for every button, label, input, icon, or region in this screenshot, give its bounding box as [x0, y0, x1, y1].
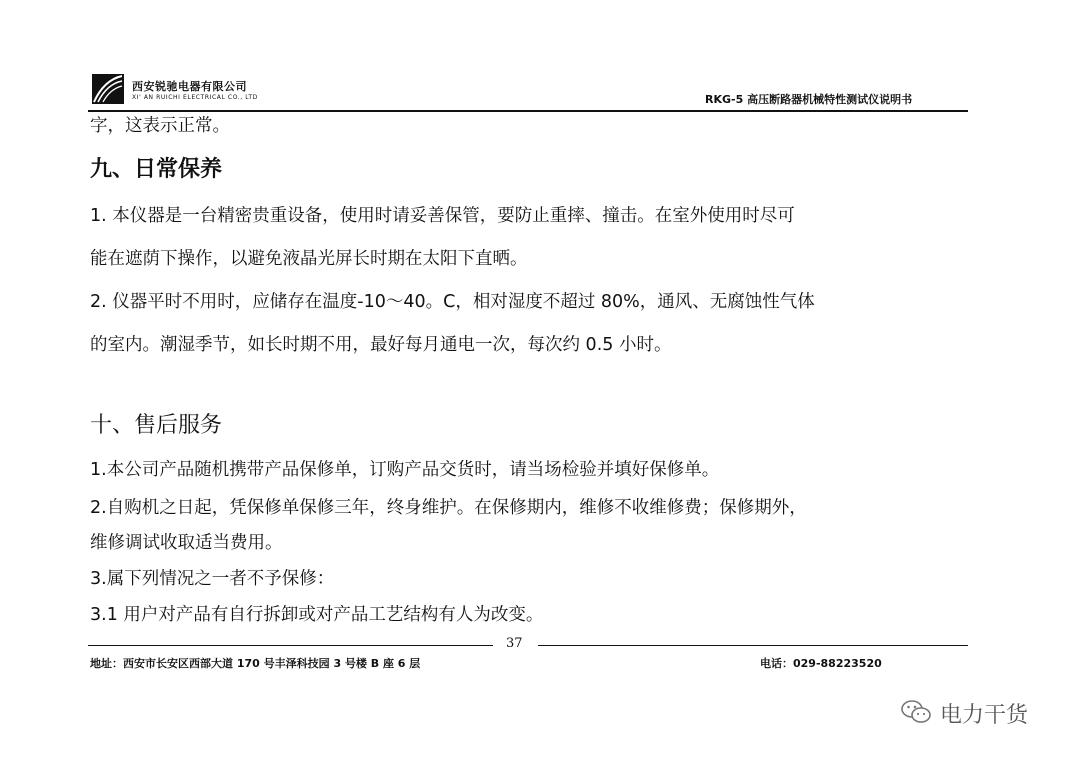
footer-phone: 电话：029-88223520 [760, 657, 882, 670]
after-sales-item-2-line-2: 维修调试收取适当费用。 [90, 533, 283, 553]
header-divider [88, 110, 968, 112]
footer-divider-right [538, 645, 968, 646]
section-heading-maintenance: 九、日常保养 [90, 157, 223, 182]
watermark-text: 电力干货 [940, 703, 1029, 728]
continuation-text: 字，这表示正常。 [90, 116, 230, 136]
company-name-en: XI' AN RUICHI ELECTRICAL CO., LTD [132, 94, 258, 101]
footer-address: 地址：西安市长安区西部大道 170 号丰泽科技园 3 号楼 B 座 6 层 [90, 657, 421, 670]
after-sales-item-2-line-1: 2.自购机之日起，凭保修单保修三年，终身维护。在保修期内，维修不收维修费；保修期外， [90, 498, 807, 518]
document-title: RKG-5 高压断路器机械特性测试仪说明书 [705, 93, 913, 106]
company-name-cn: 西安锐驰电器有限公司 [132, 80, 247, 93]
company-logo-icon [92, 74, 124, 104]
after-sales-item-3-1: 3.1 用户对产品有自行拆卸或对产品工艺结构有人为改变。 [90, 605, 544, 625]
page-number: 37 [506, 636, 523, 651]
after-sales-item-1: 1.本公司产品随机携带产品保修单，订购产品交货时，请当场检验并填好保修单。 [90, 460, 720, 480]
maintenance-item-2-line-1: 2. 仪器平时不用时，应储存在温度-10～40。C，相对湿度不超过 80%，通风、无腐蚀性气体 [90, 292, 815, 312]
wechat-icon [900, 698, 932, 726]
maintenance-item-2-line-2: 的室内。潮湿季节，如长时期不用，最好每月通电一次，每次约 0.5 小时。 [90, 335, 672, 355]
footer-divider-left [88, 645, 493, 646]
maintenance-item-1-line-2: 能在遮荫下操作，以避免液晶光屏长时期在太阳下直晒。 [90, 249, 528, 269]
after-sales-item-3: 3.属下列情况之一者不予保修： [90, 569, 335, 589]
maintenance-item-1-line-1: 1. 本仪器是一台精密贵重设备，使用时请妥善保管，要防止重摔、撞击。在室外使用时尽可 [90, 206, 795, 226]
section-heading-after-sales: 十、售后服务 [90, 413, 223, 438]
